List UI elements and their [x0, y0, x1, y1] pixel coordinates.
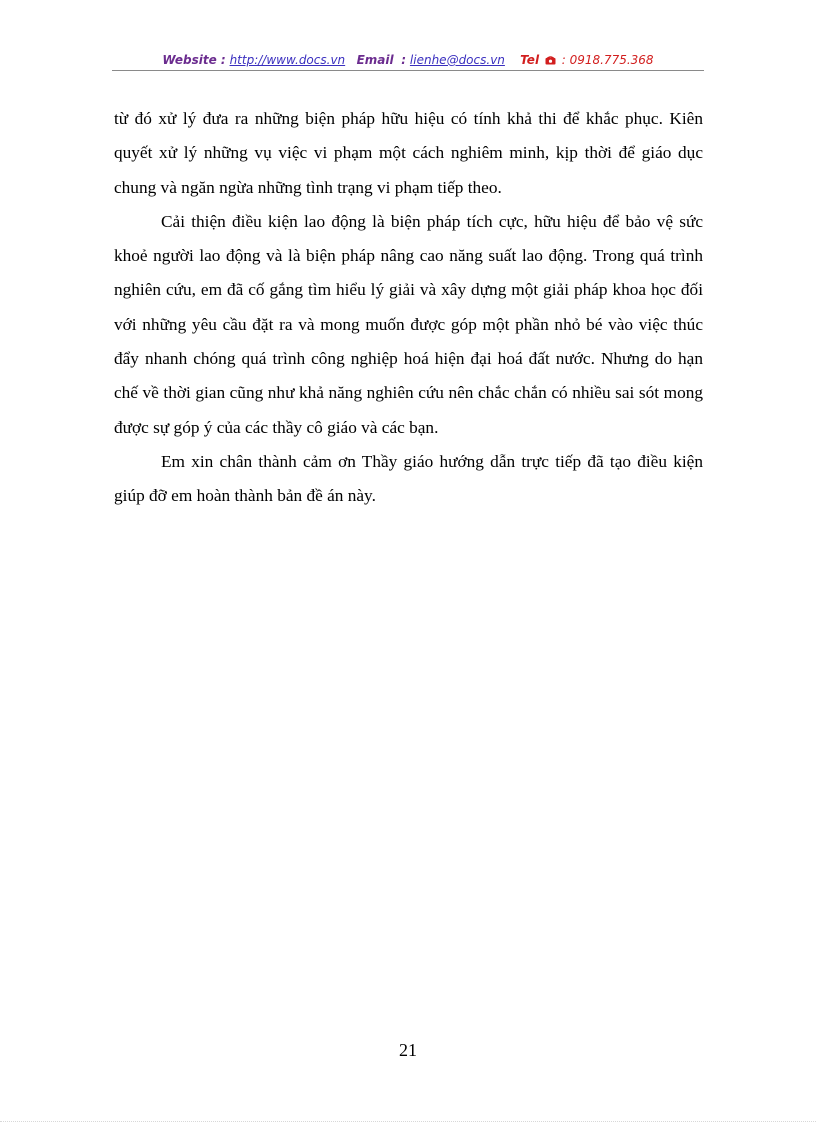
- telephone-icon: [545, 55, 556, 65]
- header-divider: [112, 70, 704, 71]
- page-header: [112, 51, 704, 71]
- tel-number: : 0918.775.368: [561, 53, 654, 67]
- email-label: Email: [356, 53, 394, 67]
- email-link[interactable]: lienhe@docs.vn: [409, 53, 505, 67]
- page-number: 21: [399, 1040, 417, 1060]
- paragraph-acknowledgement: Em xin chân thành cảm ơn Thầy giáo hướng dẫn trực tiếp đã tạo điều kiện giúp đỡ em hoàn thành bản đề án này.: [114, 451, 703, 506]
- website-link[interactable]: http://www.docs.vn: [229, 53, 346, 67]
- page-bottom-edge: [0, 1121, 816, 1122]
- website-label: Website :: [162, 53, 226, 67]
- paragraph-continuation: từ đó xử lý đưa ra những biện pháp hữu hiệu có tính khả thi để khắc phục. Kiên quyết xử lý những vụ việc vi phạm một cách nghiêm minh, kịp thời để giáo dục chung và ngăn ngừa những tình trạng vi phạm tiếp theo.: [114, 109, 703, 197]
- tel-label: Tel: [520, 53, 540, 67]
- email-separator: :: [401, 53, 407, 67]
- document-body: [114, 102, 703, 514]
- paragraph-improvement: Cải thiện điều kiện lao động là biện pháp tích cực, hữu hiệu để bảo vệ sức khoẻ người lao động và là biện pháp nâng cao năng suất lao động. Trong quá trình nghiên cứu, em đã cố gắng tìm hiểu lý giải và xây dựng một giải pháp khoa học đối với những yêu cầu đặt ra và mong muốn được góp một phần nhỏ bé vào việc thúc đẩy nhanh chóng quá trình công nghiệp hoá hiện đại hoá đất nước. Nhưng do hạn chế về thời gian cũng như khả năng nghiên cứu nên chắc chắn có nhiều sai sót mong được sự góp ý của các thầy cô giáo và các bạn.: [114, 211, 703, 437]
